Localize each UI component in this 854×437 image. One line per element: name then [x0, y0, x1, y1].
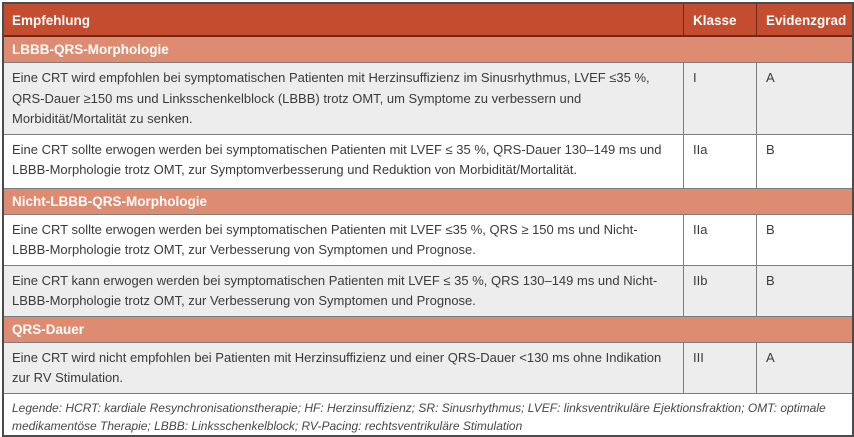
table-header-row — [4, 4, 852, 37]
legend-text: Legende: HCRT: kardiale Resynchronisationstherapie; HF: Herzinsuffizienz; SR: Sinusrhythmus; LVEF: linksventrikuläre Ejektionsfraktion; OMT: optimale medikamentöse Therapie; LBBB: Linksschenkelblock; RV-Pacing: rechtsventrikuläre Stimulation — [12, 400, 826, 433]
evidenzgrad-value: B — [756, 135, 852, 188]
klasse-value: IIb — [683, 266, 756, 316]
recommendation-text: Eine CRT sollte erwogen werden bei symptomatischen Patienten mit LVEF ≤35 %, QRS ≥ 150 ms und Nicht-LBBB-Morphologie trotz OMT, zur Verbesserung von Symptomen und Prognose. — [12, 221, 638, 258]
table-row — [4, 63, 852, 135]
section-header-label: Nicht-LBBB-QRS-Morphologie — [12, 193, 207, 209]
section-header-qrs-dauer — [4, 317, 852, 343]
section-header-nicht-lbbb-qrs-morphologie — [4, 189, 852, 215]
klasse-value: IIa — [683, 135, 756, 188]
klasse-value: III — [683, 343, 756, 393]
section-header-lbbb-qrs-morphologie — [4, 37, 852, 63]
klasse-value: IIa — [683, 215, 756, 265]
table-row — [4, 135, 852, 189]
column-header-klasse: Klasse — [683, 4, 756, 35]
evidenzgrad-value: A — [756, 343, 852, 393]
table-row — [4, 343, 852, 394]
evidenzgrad-value: A — [756, 63, 852, 134]
crt-recommendation-table — [2, 2, 854, 437]
recommendation-text: Eine CRT wird nicht empfohlen bei Patienten mit Herzinsuffizienz und einer QRS-Dauer <130 ms ohne Indikation zur RV Stimulation. — [12, 349, 662, 386]
section-header-label: LBBB-QRS-Morphologie — [12, 42, 169, 57]
klasse-value: I — [683, 63, 756, 134]
recommendation-text: Eine CRT kann erwogen werden bei symptomatischen Patienten mit LVEF ≤ 35 %, QRS 130–149 ms und Nicht-LBBB-Morphologie trotz OMT, zur Verbesserung von Symptomen und Prognose. — [12, 272, 658, 309]
column-header-evidenzgrad: Evidenzgrad — [756, 4, 852, 35]
column-header-empfehlung: Empfehlung — [12, 12, 90, 28]
recommendation-text: Eine CRT sollte erwogen werden bei symptomatischen Patienten mit LVEF ≤ 35 %, QRS-Dauer 130–149 ms und LBBB-Morphologie trotz OMT, zur Symptomverbesserung und Reduktion von Morbidität/Mortalität. — [12, 141, 662, 178]
legend-row — [4, 394, 852, 435]
evidenzgrad-value: B — [756, 215, 852, 265]
section-header-label: QRS-Dauer — [12, 321, 85, 337]
recommendation-text: Eine CRT wird empfohlen bei symptomatischen Patienten mit Herzinsuffizienz im Sinusrhythmus, LVEF ≤35 %, QRS-Dauer ≥150 ms und Linksschenkelblock (LBBB) trotz OMT, um Symptome zu verbessern und Morbidität/Mortalität zu senken. — [12, 70, 650, 127]
table-row — [4, 266, 852, 317]
evidenzgrad-value: B — [756, 266, 852, 316]
table-row — [4, 215, 852, 266]
